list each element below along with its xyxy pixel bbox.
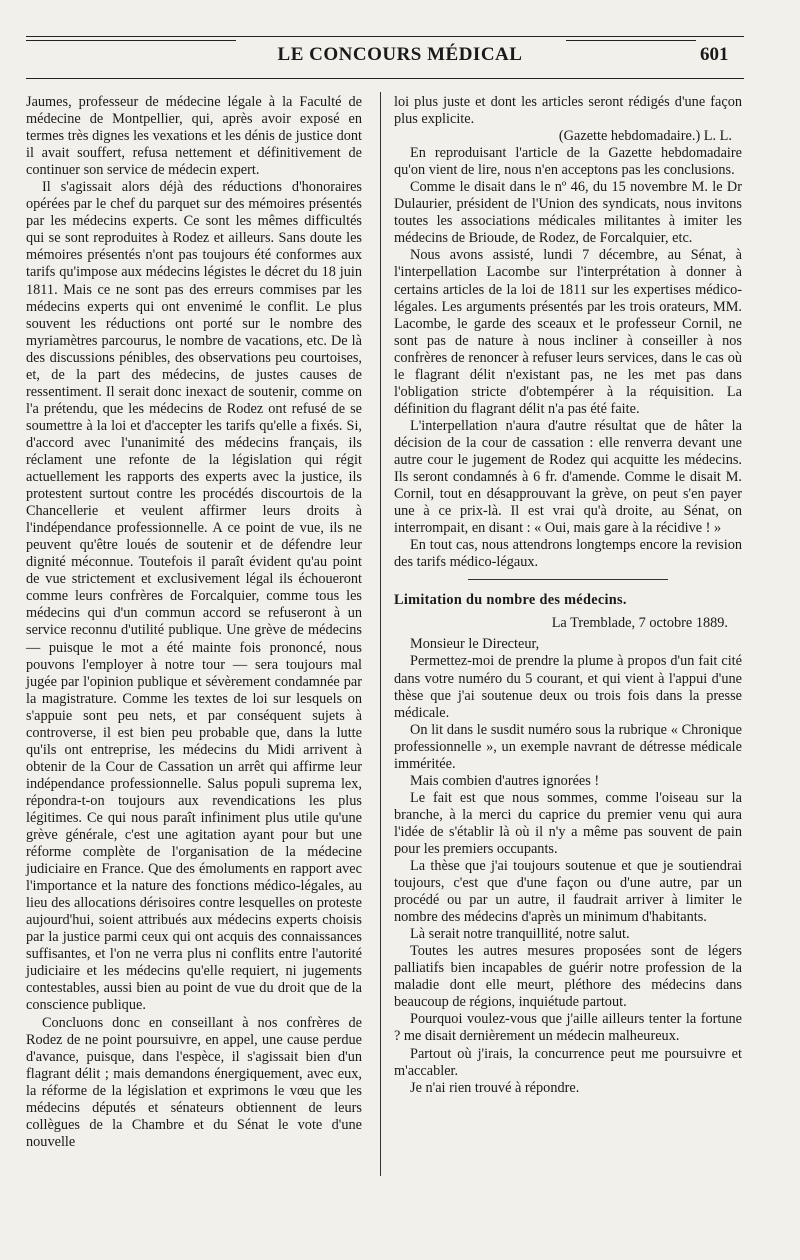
editorial-paragraph: Nous avons assisté, lundi 7 décembre, au Sénat, à l'interpellation Lacombe sur l'interprétation à donner à certains articles de la loi de 1811 sur les expertises médico-légales. Les arguments présentés par les trois orateurs, MM. Lacombe, le garde des sceaux et le professeur Cornil, ne sont pas de nature à nous incliner à conseiller à nos confrères de renoncer à refuser leurs services, dans le cas où le flagrant délit n'existant pas, ne les met pas dans l'obligation stricte d'obtempérer à la réquisition. La définition du flagrant délit n'a pas été faite. bbox=[394, 247, 742, 417]
letter-salutation: Monsieur le Directeur, bbox=[410, 636, 540, 653]
section-divider bbox=[468, 579, 668, 580]
letter-paragraph: Là serait notre tranquillité, notre salut. bbox=[410, 926, 630, 943]
section-heading: Limitation du nombre des médecins. bbox=[394, 592, 627, 609]
right-column bbox=[394, 94, 742, 1097]
editorial-paragraph: En reproduisant l'article de la Gazette hebdomadaire qu'on vient de lire, nous n'en acceptons pas les conclusions. bbox=[394, 145, 742, 179]
page-number: 601 bbox=[700, 44, 729, 65]
header-rule-right bbox=[566, 40, 696, 41]
editorial-paragraph: L'interpellation n'aura d'autre résultat que de hâter la décision de la cour de cassation : elle renverra devant une autre cour le jugement de Rodez qui acquitte les médecins. Ils seront condamnés à 6 fr. d'amende. Comme le disait M. Cornil, tout en désapprouvant la grève, on peut s'en payer une à ce prix-là. Il est vrai qu'à droite, au Sénat, on interrompait, en disant : « Oui, mais gare à la récidive ! » bbox=[394, 417, 742, 537]
left-paragraph: Il s'agissait alors déjà des réductions d'honoraires opérées par le chef du parquet sur des mémoires présentés par les médecins experts. Ce sont les mêmes difficultés qui se sont reproduites à Rodez et ailleurs. Sans doute les mémoires présentés n'ont pas toujours été conformes aux tarifs qu'impose aux médecins légistes le décret du 18 juin 1811. Mais ce ne sont pas des erreurs commises par les médecins experts qui ont envenimé le conflit. Le plus souvent les réductions ont porté sur le nombre des myriamètres parcourus, le nombre de vacations, etc. De là des discussions pénibles, des observations peu courtoises, et, de la part des médecins, de justes causes de ressentiment. Il serait donc inexact de soutenir, comme on l'a prétendu, que les médecins de Rodez ont refusé de se soumettre à la loi et d'accepter les tarifs qu'elle a fixés. Si, d'accord avec l'unanimité des médecins français, ils réclament une refonte de la législation qui régit actuellement les rapports des experts avec la justice, ils protestent surtout contre les procédés discourtois de la Chancellerie et veulent affirmer leurs droits à l'indépendance professionnelle. A ce point de vue, ils ne peuvent qu'être loués de soutenir et de défendre leur dignité méconnue. Toutefois il paraît évident qu'au point de vue strictement et exclusivement légal ils échoueront comme leurs confrères de Forcalquier, comme tous les médecins qui d'un commun accord se refuseront à un service reconnu d'utilité publique. Une grève de médecins — puisque le mot a été mainte fois prononcé, nous pouvons l'employer à notre tour — sera toujours mal jugée par l'opinion publique et sévèrement condamnée par la magistrature. Comme les textes de loi sur lesquels on s'appuie sont peu nets, et par conséquent sujets à controverse, il est bien peu probable que, dans la lutte qu'ils ont entreprise, les médecins du Midi arrivent à obtenir de la Cour de Cassation un arrêt qui affirme leur indépendance professionnelle. Salus populi suprema lex, répondra-t-on toujours aux revendications les plus légitimes. Ce qui nous paraît infiniment plus utile qu'une grève générale, c'est une agitation ayant pour but une réforme complète de l'organisation de la médecine judiciaire en France. Que des émoluments en rapport avec l'importance et la nature des fonctions médico-légales, au lieu des allocations dérisoires contre lesquelles on proteste aujourd'hui, soient attribués aux médecins experts choisis par la justice parmi ceux qui ont acquis des connaissances suffisantes, et l'on ne verra plus ni conflits entre l'autorité judiciaire et les médecins qu'elle requiert, ni jugements contestables, aussi bien au point de vue du droit que de la conscience publique. bbox=[26, 179, 362, 1014]
left-paragraph: Jaumes, professeur de médecine légale à la Faculté de médecine de Montpellier, qui, après avoir exposé en termes très dignes les vexations et les dénis de justice dont il avait souffert, refusa nettement et définitivement de continuer son service de médecin expert. bbox=[26, 94, 362, 179]
article-ending: loi plus juste et dont les articles seront rédigés d'une façon plus explicite. bbox=[394, 94, 742, 128]
header-rule-left bbox=[26, 40, 236, 41]
letter-paragraph: On lit dans le susdit numéro sous la rubrique « Chronique professionnelle », un exemple navrant de détresse médicale imméritée. bbox=[394, 721, 742, 772]
letter-dateline: La Tremblade, 7 octobre 1889. bbox=[551, 615, 728, 632]
header-rule-top bbox=[26, 36, 744, 37]
letter-paragraph: Partout où j'irais, la concurrence peut me poursuivre et m'accabler. bbox=[394, 1045, 742, 1079]
letter-paragraph: Je n'ai rien trouvé à répondre. bbox=[410, 1079, 580, 1096]
header-rule-bottom bbox=[26, 78, 744, 79]
letter-paragraph: Le fait est que nous sommes, comme l'oiseau sur la branche, à la merci du caprice du premier venu qui aura l'idée de s'établir là où il n'y a même pas souvent de pain pour les premiers occupants. bbox=[394, 789, 742, 857]
journal-title: LE CONCOURS MÉDICAL bbox=[277, 44, 523, 65]
letter-paragraph: Pourquoi voulez-vous que j'aille ailleurs tenter la fortune ? me disait dernièrement un médecin malheureux. bbox=[394, 1011, 742, 1045]
article-signature: (Gazette hebdomadaire.) L. L. bbox=[558, 128, 732, 145]
letter-paragraph: Mais combien d'autres ignorées ! bbox=[410, 772, 600, 789]
editorial-paragraph: Comme le disait dans le nº 46, du 15 novembre M. le Dr Dulaurier, président de l'Union des syndicats, nous invitons toutes les associations médicales militantes à imiter les médecins de Brioude, de Rodez, de Forcalquier, etc. bbox=[394, 179, 742, 247]
editorial-paragraph: En tout cas, nous attendrons longtemps encore la revision des tarifs médico-légaux. bbox=[394, 537, 742, 571]
letter-paragraph: Permettez-moi de prendre la plume à propos d'un fait cité dans votre numéro du 5 courant, et qui vient à l'appui d'une thèse que j'ai soutenue deux ou trois fois dans la presse médicale. bbox=[394, 653, 742, 721]
left-column bbox=[26, 94, 362, 1151]
left-paragraph: Concluons donc en conseillant à nos confrères de Rodez de ne point poursuivre, en appel, une cause perdue d'avance, puisque, dans l'espèce, il s'agissait bien d'un flagrant délit ; mais demandons énergiquement, avec eux, la réforme de la législation et exprimons le vœu que les médecins députés et sénateurs obtiennent de leurs collègues de la Chambre et du Sénat le vote d'une nouvelle bbox=[26, 1014, 362, 1150]
letter-paragraph: La thèse que j'ai toujours soutenue et que je soutiendrai toujours, c'est que d'une façon ou d'une autre, par un procédé ou par un autre, il faudrait arriver à limiter le nombre des médecins d'après un minimum d'habitants. bbox=[394, 858, 742, 926]
letter-paragraph: Toutes les autres mesures proposées sont de légers palliatifs bien incapables de guérir notre profession de la maladie dont elle meurt, pléthore des médecins dans beaucoup de régions, inquiétude partout. bbox=[394, 943, 742, 1011]
column-separator bbox=[380, 92, 381, 1176]
